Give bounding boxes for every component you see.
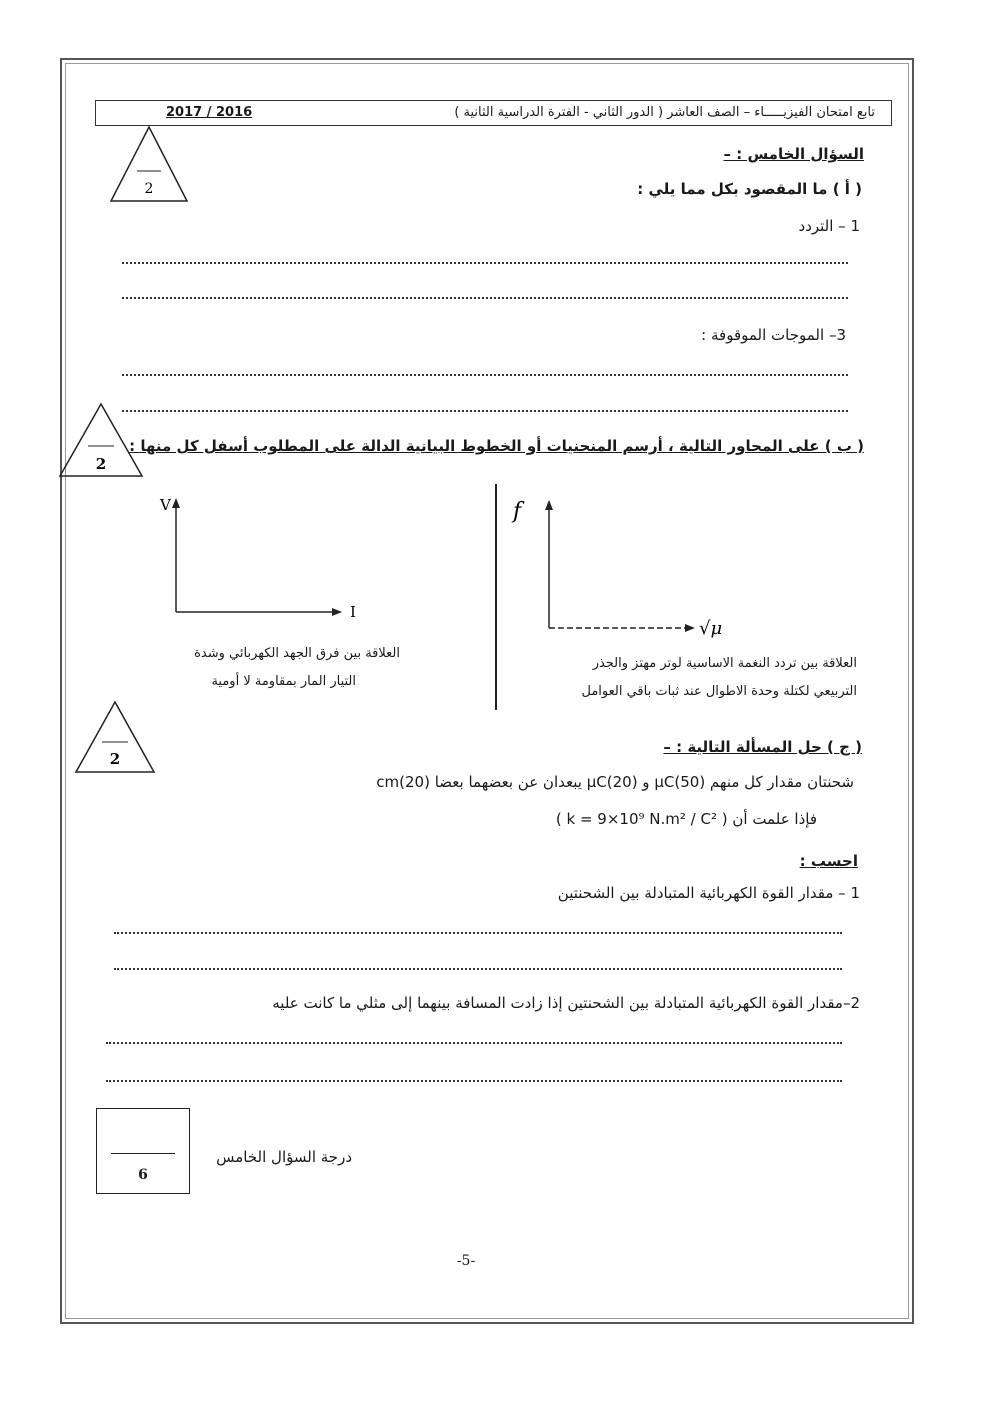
- score-b: 2: [95, 455, 107, 473]
- graph-right-caption1: العلاقة بين تردد النغمة الاساسية لوتر مهتز والجذر: [592, 656, 857, 671]
- graph-divider: [495, 484, 497, 710]
- score-c: 2: [109, 750, 121, 768]
- answer-line[interactable]: [114, 932, 842, 934]
- graph-left-caption2: التيار المار بمقاومة لا أومية: [211, 674, 356, 689]
- section-title: السؤال الخامس : –: [723, 145, 864, 163]
- answer-line[interactable]: [122, 262, 848, 264]
- answer-line[interactable]: [114, 968, 842, 970]
- part-c-label: ( ج ) حل المسألة التالية : –: [663, 738, 862, 756]
- graph-right-x-label: √μ: [699, 618, 723, 639]
- part-c-item2: 2–مقدار القوة الكهربائية المتبادلة بين الشحنتين إذا زادت المسافة بينهما إلى مثلي ما كانت عليه: [272, 994, 860, 1012]
- part-c-problem2: فإذا علمت أن ( k = 9×10⁹ N.m² / C² ): [555, 810, 817, 828]
- header-title: تابع امتحان الفيزيـــــاء – الصف العاشر ( الدور الثاني - الفترة الدراسية الثانية ): [454, 105, 875, 120]
- answer-line[interactable]: [106, 1080, 842, 1082]
- total-label: درجة السؤال الخامس: [216, 1148, 352, 1166]
- score-a: 2: [144, 181, 154, 197]
- part-c-calc-label: احسب :: [799, 852, 858, 870]
- part-c-item1: 1 – مقدار القوة الكهربائية المتبادلة بين الشحنتين: [557, 884, 860, 902]
- answer-line[interactable]: [122, 374, 848, 376]
- score-triangle-a: [109, 125, 189, 203]
- score-line: [111, 1153, 175, 1154]
- graph-left-x-label: I: [350, 603, 356, 621]
- total-score-box: [96, 1108, 190, 1194]
- graph-right-caption2: التربيعي لكتلة وحدة الاطوال عند ثبات باقي العوامل: [581, 684, 857, 699]
- part-a-item1: 1 – التردد: [798, 217, 860, 235]
- answer-line[interactable]: [122, 297, 848, 299]
- header-year: 2017 / 2016: [166, 105, 253, 120]
- answer-line[interactable]: [106, 1042, 842, 1044]
- page-number: -5-: [456, 1253, 476, 1269]
- part-c-problem1: شحنتان مقدار كل منهم (50)μC و (20)μC يبعدان عن بعضهما بعضا (20)cm: [376, 773, 854, 791]
- part-a-label: ( أ ) ما المقصود بكل مما يلي :: [637, 180, 862, 198]
- total-score: 6: [138, 1167, 148, 1183]
- answer-line[interactable]: [122, 410, 848, 412]
- part-a-item3: 3– الموجات الموقوفة :: [701, 326, 846, 344]
- graph-v-i: [150, 490, 370, 625]
- graph-f-sqrt-mu: [505, 490, 745, 640]
- graph-left-caption1: العلاقة بين فرق الجهد الكهربائي وشدة: [194, 646, 400, 661]
- graph-right-y-label: f: [513, 499, 522, 524]
- graph-left-y-label: V: [160, 496, 171, 514]
- score-triangle-c: [74, 700, 156, 774]
- part-b-label: ( ب ) على المحاور التالية ، أرسم المنحنيات أو الخطوط البيانية الدالة على المطلوب أسفل كل منها :: [129, 437, 864, 455]
- exam-header: [95, 100, 892, 126]
